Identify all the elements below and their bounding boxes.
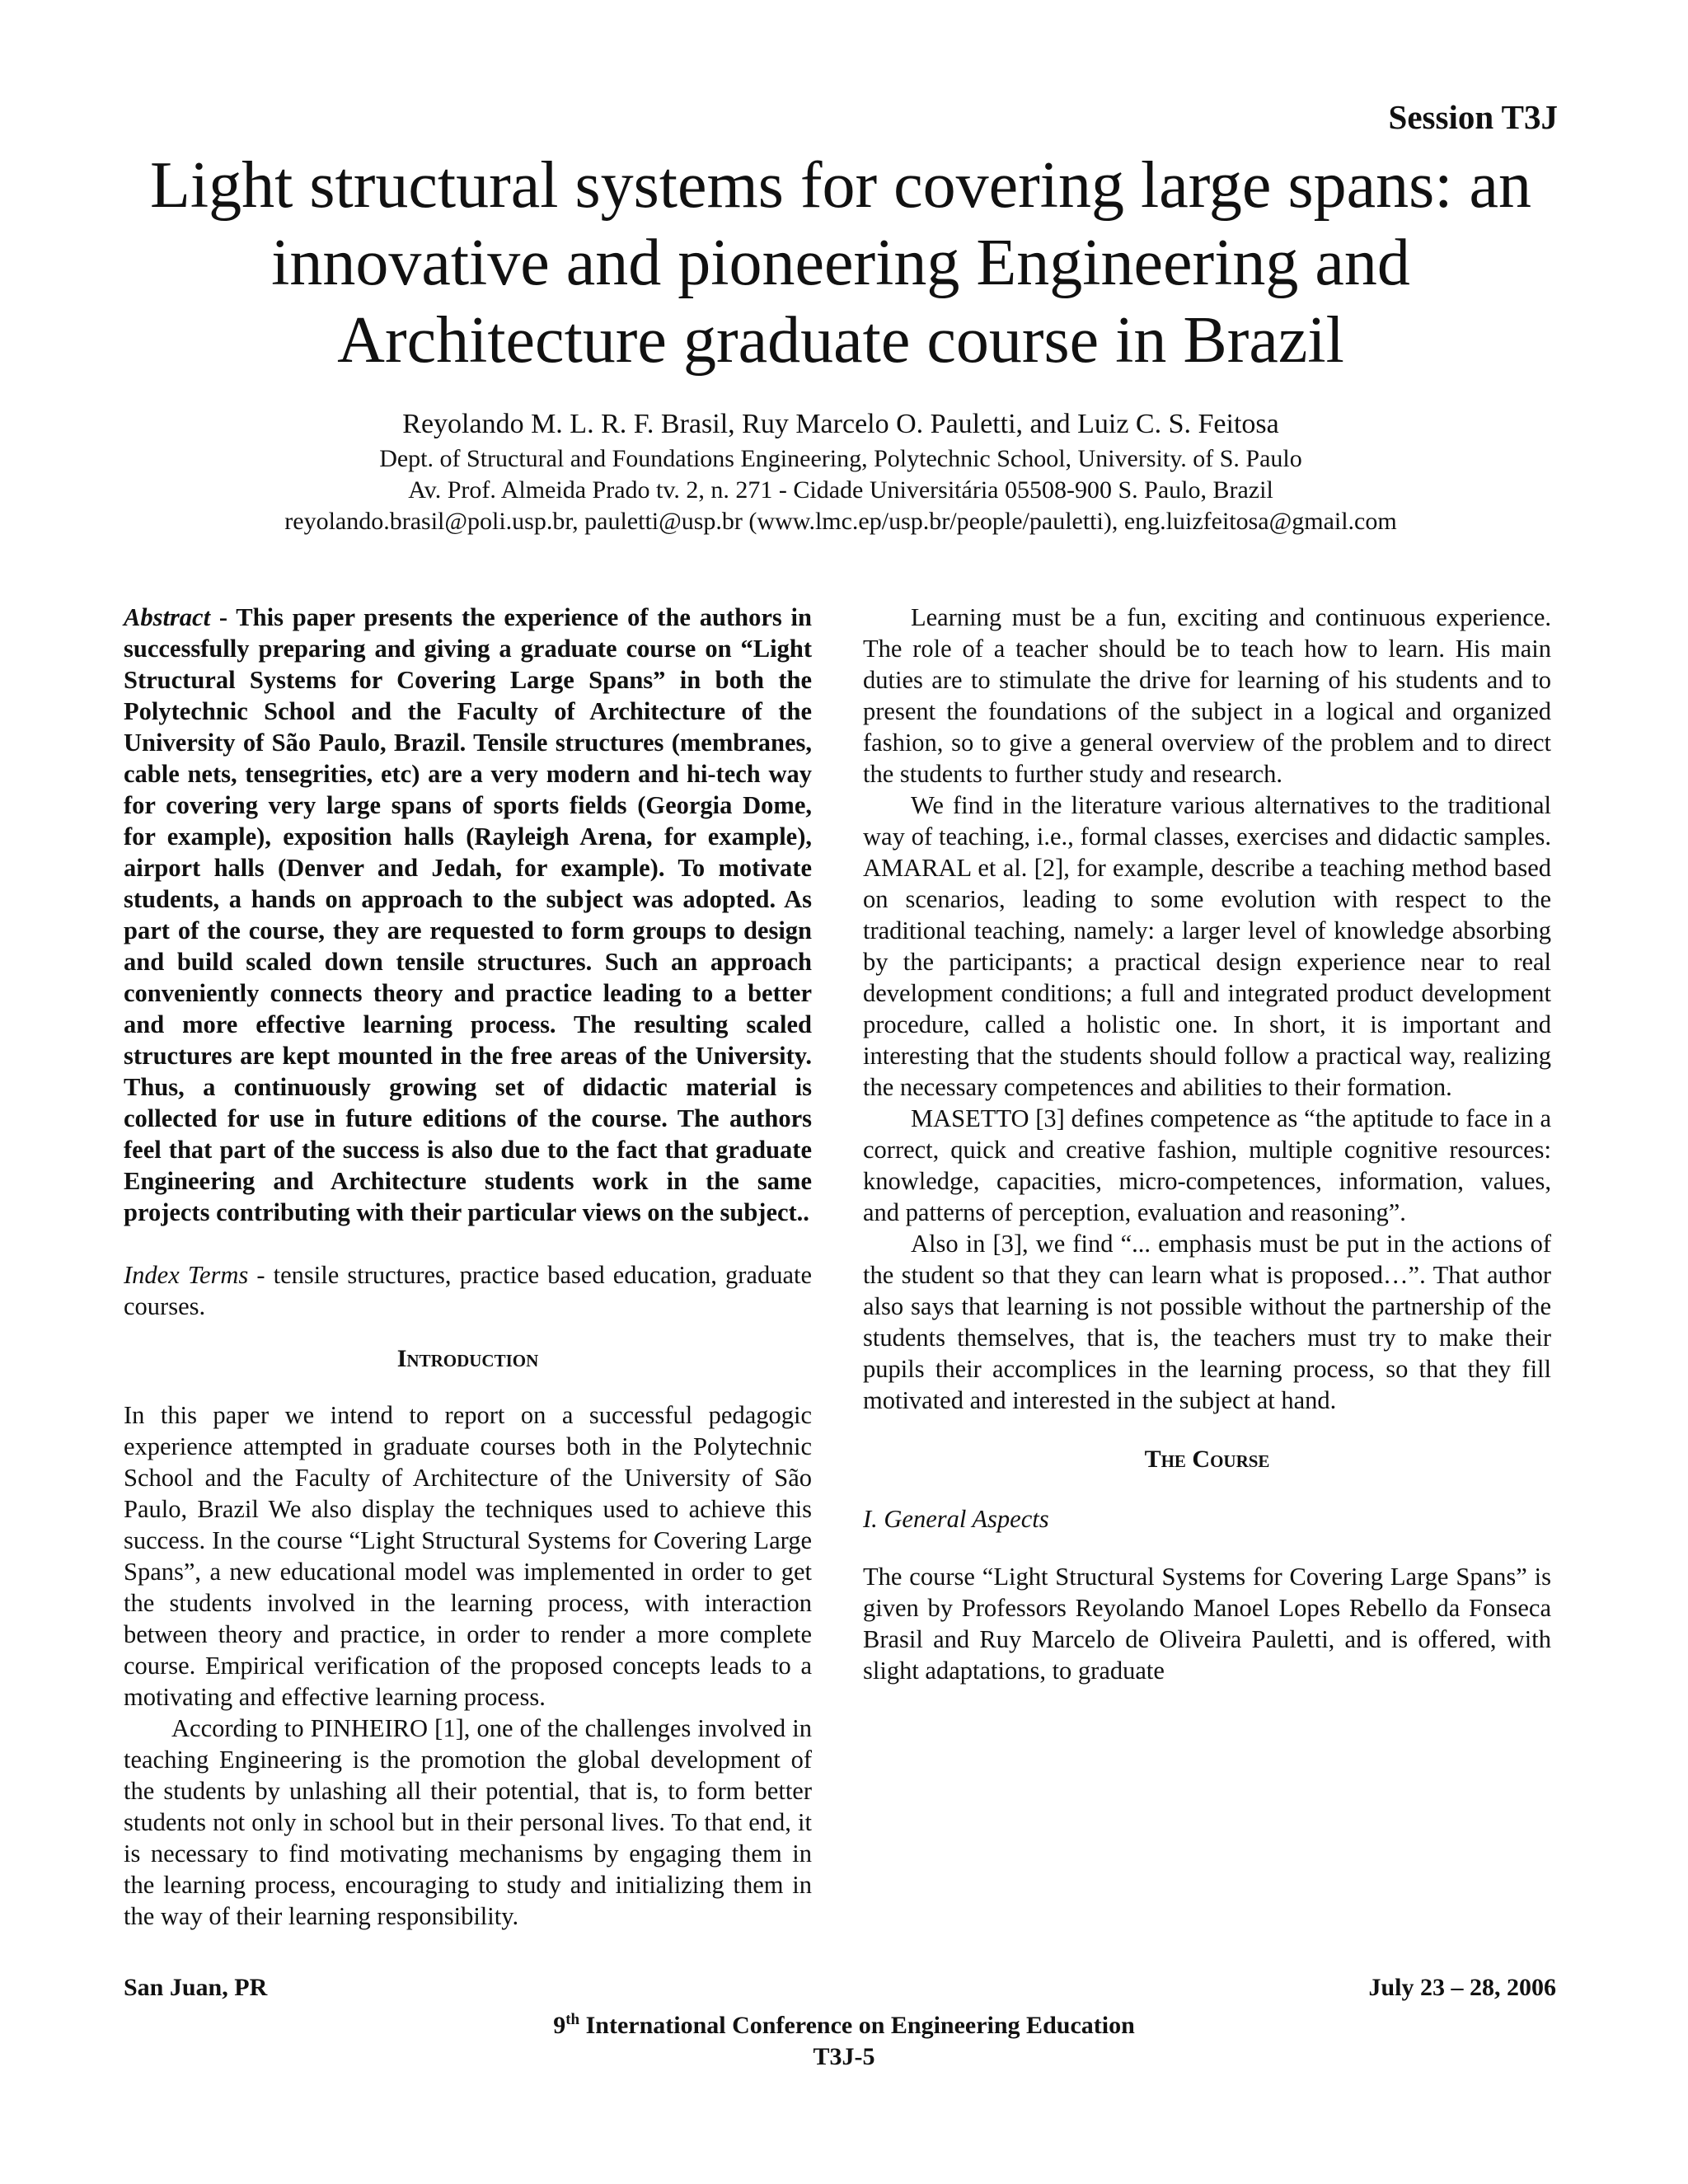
affiliation-dept: Dept. of Structural and Foundations Engineering, Polytechnic School, University. of S. Paulo bbox=[379, 445, 1302, 472]
affiliation-emails: reyolando.brasil@poli.usp.br, pauletti@usp.br (www.lmc.ep/usp.br/people/pauletti), eng.luizfeitosa@gmail.com bbox=[284, 508, 1397, 535]
conference-title: International Conference on Engineering Education bbox=[579, 2012, 1135, 2039]
index-terms-text: - tensile structures, practice based education, graduate courses. bbox=[124, 1261, 812, 1320]
conference-number: 9 bbox=[553, 2012, 566, 2039]
footer-location: San Juan, PR bbox=[124, 1974, 268, 2001]
conference-name bbox=[0, 2004, 1688, 2041]
course-heading: The Course bbox=[1144, 1446, 1270, 1473]
conference-ordinal: th bbox=[565, 2011, 580, 2028]
authors: Reyolando M. L. R. F. Brasil, Ruy Marcelo O. Pauletti, and Luiz C. S. Feitosa bbox=[402, 409, 1279, 439]
course-paragraph-1: The course “Light Structural Systems for Covering Large Spans” is given by Professors Reyolando Manoel Lopes Rebello da Fonseca Brasil and Ruy Marcelo de Oliveira Pauletti, and is offered, with slight adaptations, to graduate bbox=[863, 1563, 1551, 1685]
session-label: Session T3J bbox=[1388, 98, 1558, 136]
title-line-1: Light structural systems for covering large spans: an bbox=[150, 149, 1531, 222]
title-line-3: Architecture graduate course in Brazil bbox=[337, 304, 1344, 377]
general-aspects-heading: I. General Aspects bbox=[863, 1505, 1049, 1533]
affiliation-address: Av. Prof. Almeida Prado tv. 2, n. 271 - Cidade Universitária 05508-900 S. Paulo, Brazil bbox=[408, 476, 1273, 504]
abstract bbox=[124, 602, 812, 1228]
abstract-label: Abstract bbox=[124, 603, 211, 631]
intro-paragraph-5: MASETTO [3] defines competence as “the aptitude to face in a correct, quick and creative fashion, multiple cognitive resources: knowledge, capacities, micro-competences, information, values, and patterns of perception, evaluation and reasoning”. bbox=[863, 1104, 1551, 1226]
abstract-text: - This paper presents the experience of the authors in successfully preparing and giving a graduate course on “Light Structural Systems for Covering Large Spans” in both the Polytechnic School and the Faculty of Architecture of the University of São Paulo, Brazil. Tensile structures (membranes, cable nets, tensegrities, etc) are a very modern and hi-tech way for covering very large spans of sports fields (Georgia Dome, for example), exposition halls (Rayleigh Arena, for example), airport halls (Denver and Jedah, for example). To motivate students, a hands on approach to the subject was adopted. As part of the course, they are requested to form groups to design and build scaled down tensile structures. Such an approach conveniently connects theory and practice leading to a better and more effective learning process. The resulting scaled structures are kept mounted in the free areas of the University. Thus, a continuously growing set of didactic material is collected for use in future editions of the course. The authors feel that part of the success is also due to the fact that graduate Engineering and Architecture students work in the same projects contributing with their particular views on the subject.. bbox=[124, 603, 812, 1226]
right-column bbox=[863, 602, 1551, 1686]
left-column bbox=[124, 602, 812, 1932]
title-line-2: innovative and pioneering Engineering and bbox=[271, 227, 1410, 299]
index-terms bbox=[124, 1259, 812, 1322]
intro-paragraph-4: We find in the literature various alternatives to the traditional way of teaching, i.e., formal classes, exercises and didactic samples. AMARAL et al. [2], for example, describe a teaching method based on scenarios, leading to some evolution with respect to the traditional teaching, namely: a larger level of knowledge absorbing by the participants; a practical design experience near to real development conditions; a full and integrated product development procedure, called a holistic one. In short, it is important and interesting that the students should follow a practical way, realizing the necessary competences and abilities to their formation. bbox=[863, 791, 1551, 1101]
index-terms-label: Index Terms bbox=[124, 1261, 249, 1289]
intro-paragraph-3: Learning must be a fun, exciting and continuous experience. The role of a teacher should be to teach how to learn. His main duties are to stimulate the drive for learning of his students and to present the foundations of the subject in a logical and organized fashion, so to give a general overview of the problem and to direct the students to further study and research. bbox=[863, 603, 1551, 788]
page-number: T3J-5 bbox=[813, 2043, 875, 2070]
introduction-heading: Introduction bbox=[396, 1345, 539, 1372]
intro-paragraph-1: In this paper we intend to report on a successful pedagogic experience attempted in graduate courses both in the Polytechnic School and the Faculty of Architecture of the University of São Paulo, Brazil We also display the techniques used to achieve this success. In the course “Light Structural Systems for Covering Large Spans”, a new educational model was implemented in order to get the students involved in the learning process, with interaction between theory and practice, in order to render a more complete course. Empirical verification of the proposed concepts leads to a motivating and effective learning process. bbox=[124, 1401, 812, 1711]
intro-paragraph-6: Also in [3], we find “... emphasis must be put in the actions of the student so that they can learn what is proposed…”. That author also says that learning is not possible without the partnership of the students themselves, that is, the teachers must try to make their pupils their accomplices in the learning process, so that they fill motivated and interested in the subject at hand. bbox=[863, 1230, 1551, 1414]
footer-conference bbox=[0, 2004, 1688, 2073]
intro-paragraph-2: According to PINHEIRO [1], one of the challenges involved in teaching Engineering is the promotion the global development of the students by unlashing all their potential, that is, to form better students not only in school but in their personal lives. To that end, it is necessary to find motivating mechanisms by engaging them in the learning process, encouraging to study and initializing them in the way of their learning responsibility. bbox=[124, 1714, 812, 1930]
paper-title bbox=[99, 147, 1582, 379]
footer-dates: July 23 – 28, 2006 bbox=[1368, 1974, 1556, 2001]
